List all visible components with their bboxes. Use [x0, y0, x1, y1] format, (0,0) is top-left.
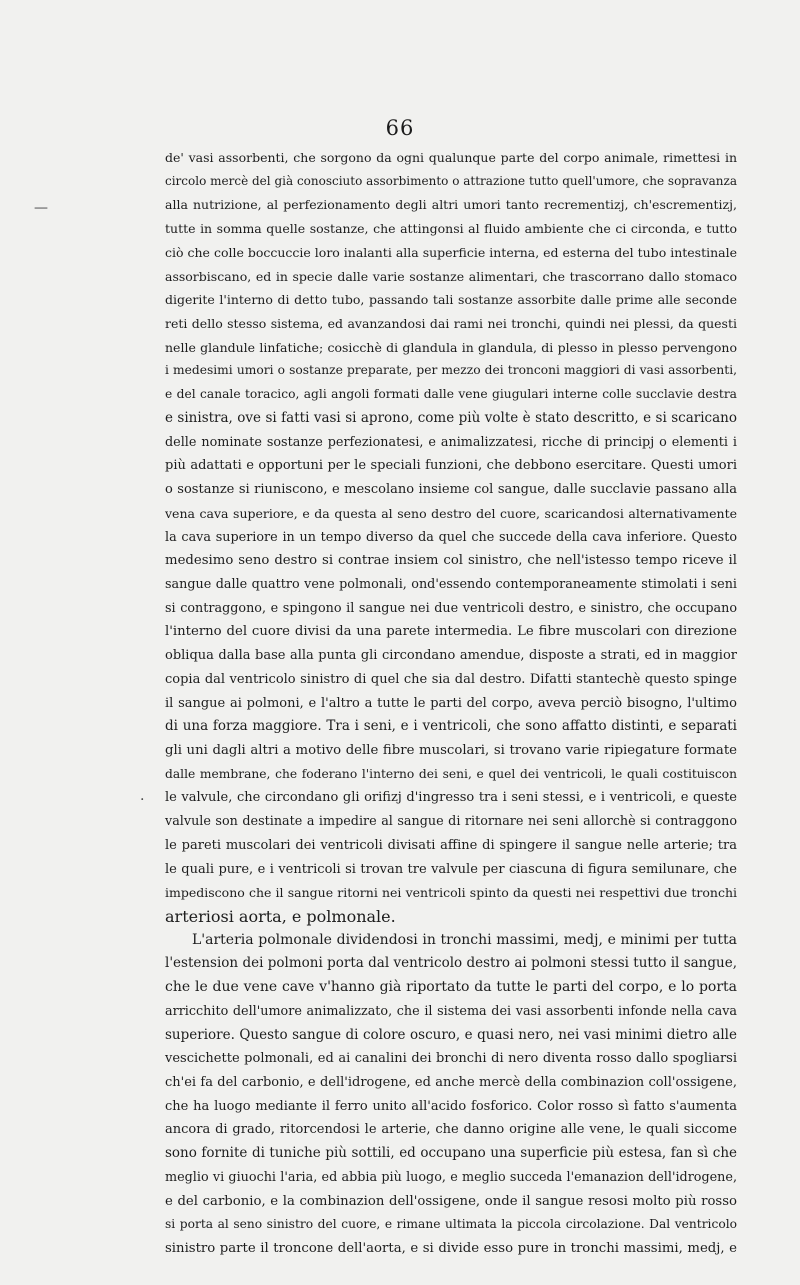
text-line: le pareti muscolari dei ventricoli divisati affine di spingere il sangue nelle arterie; tra [165, 837, 737, 853]
text-line: meglio vi giuochi l'aria, ed abbia più luogo, e meglio succeda l'emanazion dell'idrogene, [165, 1169, 737, 1185]
page-number: 66 [385, 116, 415, 140]
text-line: superiore. Questo sangue di colore oscuro, e quasi nero, nei vasi minimi dietro alle [165, 1026, 737, 1043]
text-line: alla nutrizione, al perfezionamento degli altri umori tanto recrementizj, ch'escrementizj, [165, 197, 737, 213]
text-line: di una forza maggiore. Tra i seni, e i ventricoli, che sono affatto distinti, e separati [165, 718, 737, 735]
text-line: l'estension dei polmoni porta dal ventricolo destro ai polmoni stessi tutto il sangue, [165, 955, 737, 972]
text-line [165, 1261, 737, 1285]
text-line: la cava superiore in un tempo diverso da quel che succede della cava inferiore. Questo [165, 529, 737, 545]
text-line: le quali pure, e i ventricoli si trovan tre valvule per ciascuna di figura semilunare, che [165, 861, 737, 877]
text-line: circolo mercè del già conosciuto assorbimento o attrazione tutto quell'umore, che sopravanza [165, 173, 737, 188]
margin-dash-mark: — [34, 200, 48, 216]
text-line: reti dello stesso sistema, ed avanzandosi dai rami nei tronchi, quindi nei plessi, da questi [165, 316, 737, 332]
text-line: il sangue ai polmoni, e l'altro a tutte le parti del corpo, aveva perciò bisogno, l'ultimo [165, 695, 737, 711]
text-line: sinistro parte il troncone dell'aorta, e si divide esso pure in tronchi massimi, medj, e [165, 1241, 737, 1257]
paragraph-end-line: arteriosi aorta, e polmonale. [165, 907, 396, 926]
text-line: sono fornite di tuniche più sottili, ed occupano una superficie più estesa, fan sì che [165, 1145, 737, 1162]
text-line: dalle membrane, che foderano l'interno dei seni, e quel dei ventricoli, le quali costituiscon [165, 766, 737, 781]
text-line: e del carbonio, e la combinazion dell'ossigene, onde il sangue resosi molto più rosso [165, 1193, 737, 1209]
text-line: medesimo seno destro si contrae insiem col sinistro, che nell'istesso tempo riceve il [165, 553, 737, 569]
text-line: ancora di grado, ritorcendosi le arterie, che danno origine alle vene, le quali siccome [165, 1122, 737, 1138]
paragraph-start-line: L'arteria polmonale dividendosi in tronchi massimi, medj, e minimi per tutta [192, 931, 737, 948]
text-line: si porta al seno sinistro del cuore, e rimane ultimata la piccola circolazione. Dal ventricolo [165, 1217, 737, 1232]
text-line: che ha luogo mediante il ferro unito all'acido fosforico. Color rosso sì fatto s'aumenta [165, 1098, 737, 1114]
text-line: che le due vene cave v'hanno già riportato da tutte le parti del corpo, e lo porta [165, 979, 737, 996]
margin-dot-mark: . [140, 788, 145, 804]
text-line: valvule son destinate a impedire al sangue di ritornare nei seni allorchè si contraggono [165, 814, 737, 830]
text-line: arricchito dell'umore animalizzato, che il sistema dei vasi assorbenti infonde nella cava [165, 1003, 737, 1019]
text-line: vena cava superiore, e da questa al seno destro del cuore, scaricandosi alternativamente [165, 505, 737, 521]
text-line: nelle glandule linfatiche; cosicchè di glandula in glandula, di plesso in plesso pervengono [165, 339, 737, 355]
text-line: le valvule, che circondano gli orifizj d'ingresso tra i seni stessi, e i ventricoli, e queste [165, 790, 737, 806]
text-line: de' vasi assorbenti, che sorgono da ogni qualunque parte del corpo animale, rimettesi in [165, 150, 737, 165]
text-line: copia dal ventricolo sinistro di quel che sia dal destro. Difatti stantechè questo spinge [165, 671, 737, 687]
text-line: tutte in somma quelle sostanze, che attingonsi al fluido ambiente che ci circonda, e tutto [165, 221, 737, 237]
text-line: obliqua dalla base alla punta gli circondano amendue, disposte a strati, ed in maggior [165, 648, 737, 664]
text-line: ch'ei fa del carbonio, e dell'idrogene, ed anche mercè della combinazion coll'ossigene, [165, 1075, 737, 1091]
text-line: sangue dalle quattro vene polmonali, ond'essendo contemporaneamente stimolati i seni [165, 576, 737, 592]
text-line: delle nominate sostanze perfezionatesi, e animalizzatesi, ricche di principj o elementi i [165, 434, 737, 450]
text-line: impediscono che il sangue ritorni nei ventricoli spinto da questi nei respettivi due tronchi [165, 885, 737, 901]
text-line: assorbiscano, ed in specie dalle varie sostanze alimentari, che trascorrano dallo stomaco [165, 268, 737, 284]
text-line: vescichette polmonali, ed ai canalini dei bronchi di nero diventa rosso dallo spogliarsi [165, 1051, 737, 1067]
text-line: e del canale toracico, agli angoli formati dalle vene giugulari interne colle succlavie destra [165, 387, 737, 402]
text-line: digerite l'interno di detto tubo, passando tali sostanze assorbite dalle prime alle seconde [165, 292, 737, 308]
text-line: si contraggono, e spingono il sangue nei due ventricoli destro, e sinistro, che occupano [165, 600, 737, 616]
text-line: l'interno del cuore divisi da una parete intermedia. Le fibre muscolari con direzione [165, 624, 737, 640]
text-line: gli uni dagli altri a motivo delle fibre muscolari, si trovano varie ripiegature formate [165, 742, 737, 758]
text-line: e sinistra, ove si fatti vasi si aprono, come più volte è stato descritto, e si scaricano [165, 409, 737, 426]
text-line: più adattati e opportuni per le speciali funzioni, che debbono esercitare. Questi umori [165, 458, 737, 474]
text-line: o sostanze si riuniscono, e mescolano insieme col sangue, dalle succlavie passano alla [165, 482, 737, 498]
text-line: ciò che colle boccuccie loro inalanti alla superficie interna, ed esterna del tubo intestinale [165, 244, 737, 260]
text-line: i medesimi umori o sostanze preparate, per mezzo dei tronconi maggiori di vasi assorbenti, [165, 363, 737, 378]
body-text [165, 146, 737, 1285]
